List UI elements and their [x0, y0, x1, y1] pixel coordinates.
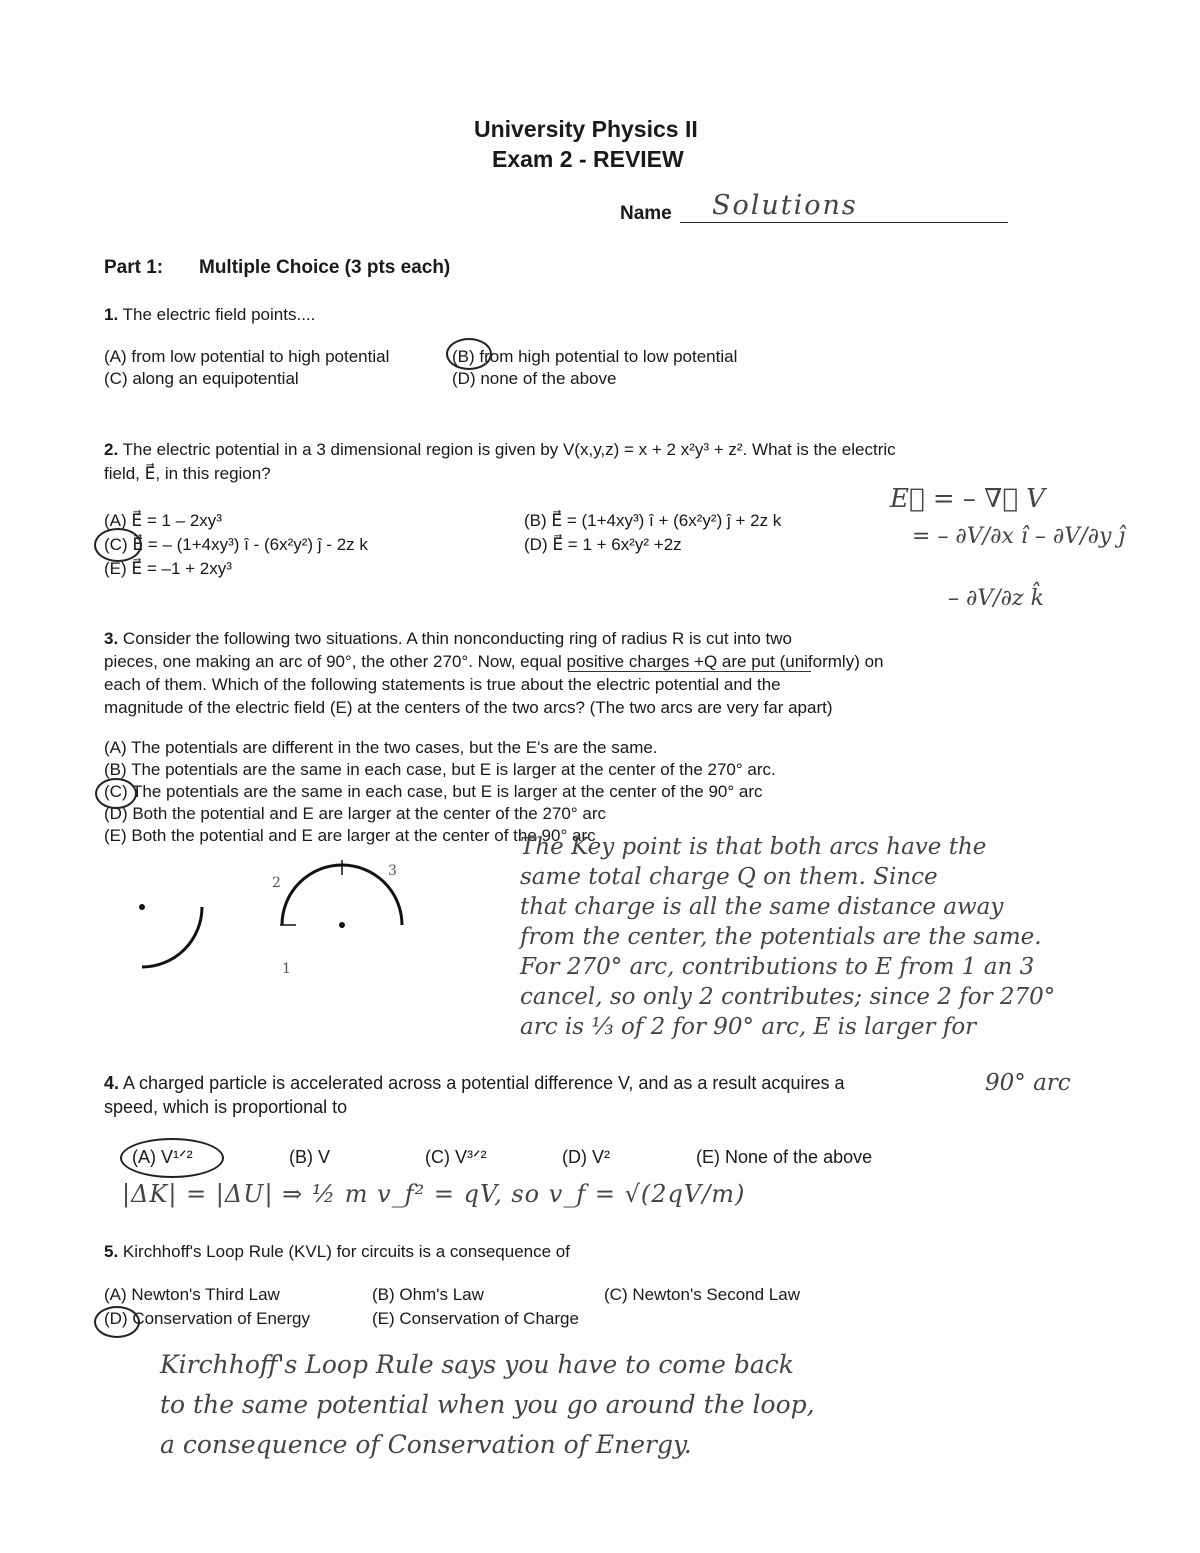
q5-option-d: (D) Conservation of Energy	[104, 1309, 310, 1328]
q4-option-e: (E) None of the above	[696, 1147, 873, 1167]
q5-handwritten-note	[160, 1345, 815, 1465]
q2-option-c: (C) E⃗ = – (1+4xy³) î - (6x²y²) ĵ - 2z k	[104, 535, 368, 554]
q2-option-e: (E) E⃗ = –1 + 2xy³	[104, 559, 232, 578]
q1-option-a: (A) from low potential to high potential	[104, 347, 390, 366]
q3-option-a: (A) The potentials are different in the two cases, but the E's are the same.	[104, 738, 658, 757]
arc270-center-dot	[339, 922, 345, 928]
q2-option-a: (A) E⃗ = 1 – 2xy³	[104, 511, 222, 530]
part-title: Multiple Choice (3 pts each)	[199, 257, 451, 278]
question-3-line2: pieces, one making an arc of 90°, the other 270°. Now, equal positive charges +Q are put (uniformly) on	[104, 652, 884, 671]
question-2-line2: field, E⃗, in this region?	[104, 464, 271, 483]
q3-note-line: For 270° arc, contributions to E from 1 an 3	[520, 954, 1035, 980]
question-3-line1: Consider the following two situations. A thin nonconducting ring of radius R is cut into two	[122, 629, 792, 648]
q3-option-c: (C) The potentials are the same in each case, but E is larger at the center of the 90° arc	[104, 782, 763, 801]
question-3-line4: magnitude of the electric field (E) at the centers of the two arcs? (The two arcs are very far apart)	[104, 698, 833, 717]
q3-note-line: that charge is all the same distance away	[520, 894, 1004, 920]
q4-option-c: (C) V³ᐟ²	[425, 1147, 487, 1167]
q5-option-c: (C) Newton's Second Law	[604, 1285, 800, 1304]
q2-gradient-note: E⃗ = – ∇⃗ V	[890, 484, 1045, 514]
arc90-center-dot	[139, 904, 145, 910]
question-2-line1: The electric potential in a 3 dimensional region is given by V(x,y,z) = x + 2 x²y³ + z². What is the electric	[122, 440, 896, 459]
part-label: Part 1:	[104, 257, 164, 278]
q2-partial-z-note: – ∂V/∂z k̂	[948, 586, 1044, 611]
question-4	[104, 1073, 844, 1094]
question-3-number: 3.	[104, 629, 119, 648]
q1-option-c: (C) along an equipotential	[104, 369, 299, 388]
question-5-number: 5.	[104, 1242, 119, 1261]
q5-note-line: to the same potential when you go around the loop,	[160, 1390, 815, 1419]
q3-underline	[568, 671, 811, 672]
question-1-text: The electric field points....	[122, 305, 316, 324]
q3-note-line: same total charge Q on them. Since	[520, 864, 938, 890]
name-line	[680, 222, 1008, 223]
q2-answer-circle	[94, 528, 142, 562]
q3-option-d: (D) Both the potential and E are larger at the center of the 270° arc	[104, 804, 606, 823]
q5-option-b: (B) Ohm's Law	[372, 1285, 484, 1304]
q4-option-b: (B) V	[289, 1147, 331, 1167]
q3-note-line: 90° arc	[985, 1070, 1071, 1096]
q4-answer-circle	[120, 1138, 224, 1178]
q4-work-note: |ΔK| = |ΔU| ⇒ ½ m v_f² = qV, so v_f = √(2qV/m)	[122, 1180, 746, 1208]
question-3	[104, 629, 792, 649]
q2-option-d: (D) E⃗ = 1 + 6x²y² +2z	[524, 535, 682, 554]
question-2-number: 2.	[104, 440, 119, 459]
question-4-line1: A charged particle is accelerated across a potential difference V, and as a result acquires a	[123, 1073, 845, 1093]
question-3-line3: each of them. Which of the following statements is true about the electric potential and the	[104, 675, 781, 694]
q3-note-line: cancel, so only 2 contributes; since 2 for 270°	[520, 984, 1056, 1010]
q1-answer-circle	[446, 338, 492, 370]
arc-label-3: 3	[388, 863, 397, 879]
question-2	[104, 440, 896, 460]
q5-note-line: Kirchhoff's Loop Rule says you have to come back	[160, 1350, 794, 1379]
question-4-number: 4.	[104, 1073, 120, 1093]
q1-option-d: (D) none of the above	[452, 369, 617, 388]
question-5-text: Kirchhoff's Loop Rule (KVL) for circuits is a consequence of	[122, 1242, 570, 1261]
q3-note-line: The Key point is that both arcs have the	[520, 834, 987, 860]
q3-option-e: (E) Both the potential and E are larger at the center of the 90° arc	[104, 826, 596, 845]
question-4-line2: speed, which is proportional to	[104, 1097, 348, 1117]
q3-answer-circle	[95, 778, 137, 809]
q5-answer-circle	[94, 1306, 140, 1338]
q3-option-b: (B) The potentials are the same in each case, but E is larger at the center of the 270° arc.	[104, 760, 776, 779]
q5-option-e: (E) Conservation of Charge	[372, 1309, 579, 1328]
question-1-number: 1.	[104, 305, 119, 324]
q5-note-line: a consequence of Conservation of Energy.	[160, 1430, 692, 1459]
q2-partial-note: = – ∂V/∂x î – ∂V/∂y ĵ	[912, 524, 1126, 549]
course-title: University Physics II	[474, 116, 698, 142]
q2-option-b: (B) E⃗ = (1+4xy³) î + (6x²y²) ĵ + 2z k	[524, 511, 782, 530]
name-value: Solutions	[712, 190, 858, 221]
arc-label-1: 1	[282, 961, 291, 977]
question-5	[104, 1242, 570, 1262]
q4-option-a: (A) V¹ᐟ²	[132, 1147, 193, 1167]
q1-option-b: (B) from high potential to low potential	[452, 347, 738, 366]
q5-option-a: (A) Newton's Third Law	[104, 1285, 280, 1304]
q3-handwritten-note	[520, 832, 1055, 1042]
arc-90-degree	[142, 907, 202, 967]
q3-note-line: arc is ⅓ of 2 for 90° arc, E is larger for	[520, 1014, 977, 1040]
exam-title: Exam 2 - REVIEW	[492, 146, 684, 172]
name-label: Name	[620, 203, 672, 224]
question-1	[104, 305, 315, 325]
arc-label-2: 2	[272, 875, 281, 891]
q4-option-d: (D) V²	[562, 1147, 610, 1167]
q3-note-line: from the center, the potentials are the same.	[520, 924, 1042, 950]
q3-arcs-figure	[120, 845, 420, 985]
